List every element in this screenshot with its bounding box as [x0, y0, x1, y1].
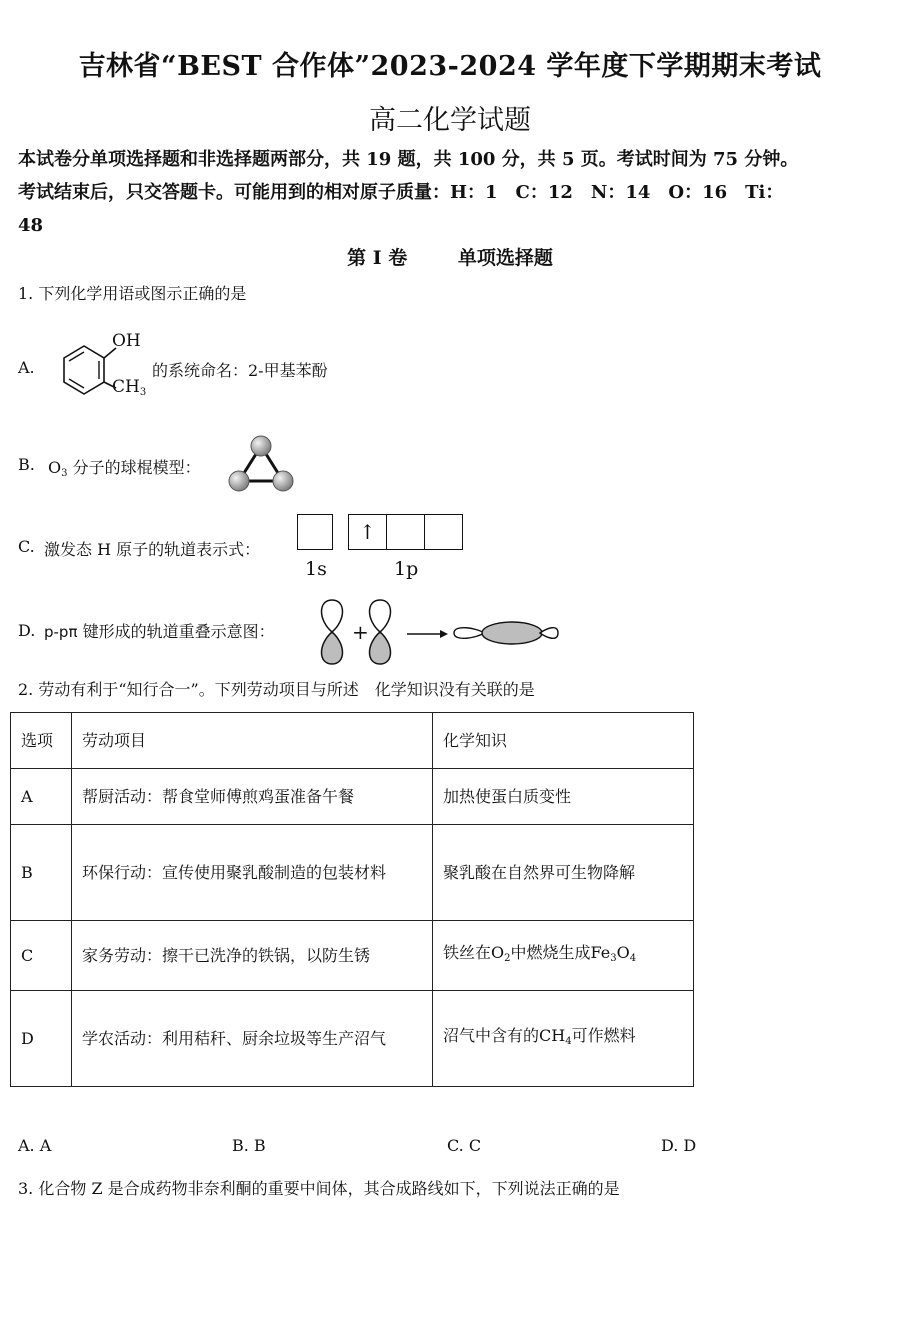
table-cell-project: 学农活动：利用秸秆、厨余垃圾等生产沼气	[72, 991, 433, 1087]
p-orbital-overlap-diagram	[312, 596, 562, 668]
plus-sign: +	[352, 620, 369, 644]
question-2-stem: 2. 劳动有利于“知行合一”。下列劳动项目与所述 化学知识没有关联的是	[18, 680, 535, 699]
orbital-box-empty	[387, 515, 425, 549]
label-1s: 1s	[305, 558, 327, 580]
table-cell-option: C	[11, 921, 72, 991]
q1-option-d-text	[44, 619, 275, 642]
knowledge-text: 沼气中含有的	[443, 1025, 540, 1045]
o3-subscript: 3	[61, 468, 68, 479]
p-p-pi-label: p-pπ	[44, 623, 78, 641]
answer-option-a: A. A	[18, 1136, 52, 1155]
o3-text: 分子的球棍模型：	[72, 458, 201, 477]
table-header: 选项	[11, 713, 72, 769]
question-3-stem: 3. 化合物 Z 是合成药物非奈利酮的重要中间体，其合成路线如下，下列说法正确的是	[18, 1179, 620, 1198]
label-1p: 1p	[394, 558, 419, 580]
o4-subscript: 4	[629, 952, 637, 964]
ozone-ball-stick-model	[226, 432, 296, 494]
table-cell-project: 环保行动：宣传使用聚乳酸制造的包装材料	[72, 825, 433, 921]
q1-option-a-letter: A.	[18, 358, 35, 377]
ch3-subscript: 3	[139, 387, 147, 398]
table-cell-option: B	[11, 825, 72, 921]
oh-label: OH	[112, 331, 141, 351]
table-cell-knowledge: 加热使蛋白质变性	[433, 769, 694, 825]
instructions-line-3: 48	[18, 215, 44, 236]
q1-option-d-letter: D.	[18, 621, 36, 640]
section-heading	[0, 243, 900, 270]
instructions-line-2: 考试结束后，只交答题卡。可能用到的相对原子质量：H：1 C：12 N：14 O：16 Ti：	[18, 182, 784, 203]
ch3-label	[112, 377, 146, 398]
orbital-boxes-1p	[348, 514, 463, 550]
instructions-line-1: 本试卷分单项选择题和非选择题两部分，共 19 题，共 100 分，共 5 页。考试时间为 75 分钟。	[18, 149, 799, 170]
answer-option-d: D. D	[661, 1136, 697, 1155]
table-header: 劳动项目	[72, 713, 433, 769]
table-row	[11, 921, 694, 991]
table-header: 化学知识	[433, 713, 694, 769]
answer-option-c: C. C	[447, 1136, 482, 1155]
table-row	[11, 991, 694, 1087]
answer-option-b: B. B	[232, 1136, 266, 1155]
q1-option-c-letter: C.	[18, 537, 35, 556]
o2-formula: O	[491, 942, 505, 962]
fe3o4-formula: Fe	[590, 942, 611, 962]
table-cell-knowledge: 聚乳酸在自然界可生物降解	[433, 825, 694, 921]
o2-subscript: 2	[504, 952, 511, 964]
table-cell-option: D	[11, 991, 72, 1087]
p-p-pi-text: 键形成的轨道重叠示意图：	[82, 622, 275, 641]
orbital-box-empty	[425, 515, 462, 549]
table-cell-knowledge	[433, 921, 694, 991]
o3-formula: O	[48, 458, 62, 477]
question-2-table	[10, 712, 694, 1087]
table-cell-knowledge	[433, 991, 694, 1087]
exam-title: 吉林省“BEST 合作体”2023-2024 学年度下学期期末考试	[78, 51, 822, 82]
table-row	[11, 769, 694, 825]
knowledge-text: 可作燃料	[571, 1025, 636, 1045]
q1-option-a-text: 的系统命名：2-甲基苯酚	[152, 361, 328, 380]
ch3-text: CH	[112, 377, 140, 397]
knowledge-text: 铁丝在	[443, 942, 492, 962]
table-cell-option: A	[11, 769, 72, 825]
table-cell-project: 家务劳动：擦干已洗净的铁锅，以防生锈	[72, 921, 433, 991]
table-row	[11, 825, 694, 921]
question-1-stem: 1. 下列化学用语或图示正确的是	[18, 284, 247, 303]
exam-subtitle: 高二化学试题	[369, 105, 531, 136]
ch4-subscript: 4	[565, 1035, 572, 1047]
up-arrow-icon: ↑	[349, 515, 387, 549]
table-header-row	[11, 713, 694, 769]
q1-option-b-letter: B.	[18, 455, 35, 474]
table-cell-project: 帮厨活动：帮食堂师傅煎鸡蛋准备午餐	[72, 769, 433, 825]
exam-instructions	[18, 143, 888, 242]
section-part: 第 I 卷	[347, 247, 408, 269]
ch4-formula: CH	[539, 1025, 566, 1045]
o4-formula: O	[616, 942, 630, 962]
q1-option-c-text: 激发态 H 原子的轨道表示式：	[44, 540, 261, 559]
q1-option-b-text	[48, 455, 201, 479]
orbital-box-1s	[297, 514, 333, 550]
fe-subscript: 3	[610, 952, 617, 964]
section-name: 单项选择题	[457, 247, 553, 269]
knowledge-text: 中燃烧生成	[510, 942, 591, 962]
